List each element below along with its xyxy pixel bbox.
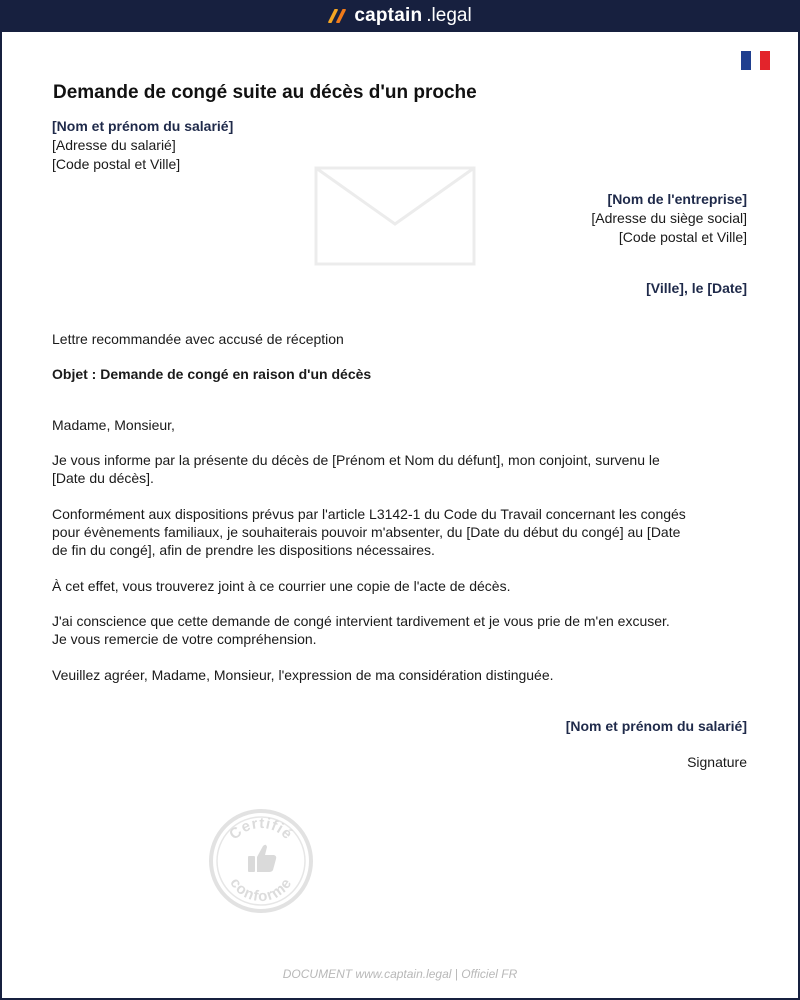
paragraph-2-line-1: Conformément aux dispositions prévus par l'article L3142-1 du Code du Travail concernant les congés	[52, 506, 686, 522]
paragraph-1-line-2: [Date du décès].	[52, 470, 154, 486]
recipient-name: [Nom de l'entreprise]	[607, 191, 747, 207]
paragraph-2-line-2: pour évènements familiaux, je souhaiterais pouvoir m'absenter, du [Date du début du congé] au [Date	[52, 524, 681, 540]
letter-title: Demande de congé suite au décès d'un proche	[53, 82, 477, 103]
recipient-city: [Code postal et Ville]	[618, 229, 747, 245]
salutation: Madame, Monsieur,	[52, 417, 175, 433]
brand-logo[interactable]	[328, 5, 471, 27]
flag-blue	[741, 51, 751, 70]
sender-name: [Nom et prénom du salarié]	[52, 118, 234, 134]
brand-tld: .legal	[426, 5, 472, 26]
svg-text:conforme	[226, 875, 295, 905]
paragraph-2-line-3: de fin du congé], afin de prendre les dispositions nécessaires.	[52, 542, 435, 558]
captain-logo-icon	[328, 9, 350, 23]
signatory-name: [Nom et prénom du salarié]	[565, 718, 747, 734]
top-banner	[0, 0, 800, 32]
seal-bottom-text: conforme	[226, 874, 296, 906]
brand-name: captain	[354, 5, 423, 26]
recipient-address: [Adresse du siège social]	[591, 210, 747, 226]
paragraph-4-line-1: J'ai conscience que cette demande de congé intervient tardivement et je vous prie de m'en excuser.	[52, 613, 670, 629]
paragraph-1-line-1: Je vous informe par la présente du décès de [Prénom et Nom du défunt], mon conjoint, survenu le	[52, 452, 660, 468]
sender-address: [Adresse du salarié]	[52, 137, 176, 153]
place-date: [Ville], le [Date]	[646, 280, 747, 296]
certified-seal-icon	[208, 808, 314, 914]
seal-top-text: Certifié	[226, 814, 297, 844]
flag-white	[751, 51, 761, 70]
letter-subject: Objet : Demande de congé en raison d'un décès	[52, 366, 372, 382]
paragraph-4-line-2: Je vous remercie de votre compréhension.	[52, 631, 317, 647]
sender-city: [Code postal et Ville]	[52, 156, 181, 172]
closing-formula: Veuillez agréer, Madame, Monsieur, l'expression de ma considération distinguée.	[52, 667, 554, 683]
paragraph-3: À cet effet, vous trouverez joint à ce courrier une copie de l'acte de décès.	[52, 578, 511, 594]
footer-note: DOCUMENT www.captain.legal | Officiel FR	[282, 967, 518, 981]
delivery-mode: Lettre recommandée avec accusé de réception	[52, 331, 344, 347]
envelope-watermark-icon	[314, 166, 476, 266]
french-flag-icon	[741, 51, 770, 70]
signature-label: Signature	[687, 754, 747, 770]
thumbs-up-icon	[248, 845, 276, 872]
flag-red	[760, 51, 770, 70]
